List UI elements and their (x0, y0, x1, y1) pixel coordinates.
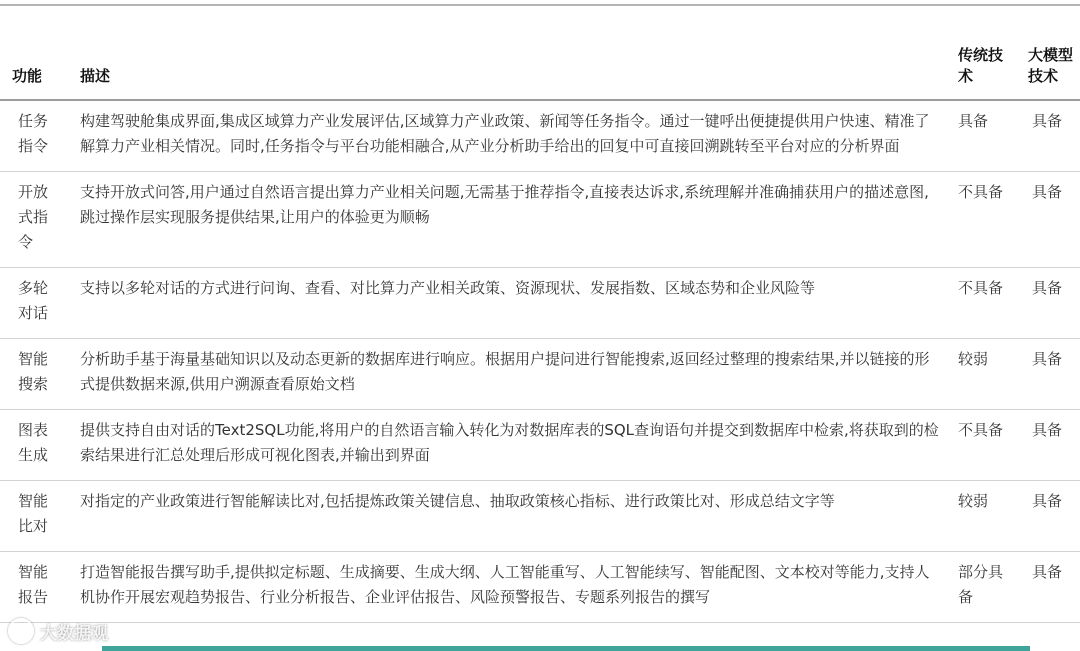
row-llm: 具备 (1014, 100, 1080, 172)
row-description: 支持以多轮对话的方式进行问询、查看、对比算力产业相关政策、资源现状、发展指数、区域态势和企业风险等 (68, 268, 952, 339)
watermark-text: 大数据观 (40, 623, 108, 644)
row-traditional: 较弱 (952, 481, 1014, 552)
row-traditional: 不具备 (952, 172, 1014, 268)
table-row (0, 552, 1080, 623)
row-description: 打造智能报告撰写助手,提供拟定标题、生成摘要、生成大纲、人工智能重写、人工智能续写、智能配图、文本校对等能力,支持人机协作开展宏观趋势报告、行业分析报告、企业评估报告、风险预警报告、专题系列报告的撰写 (68, 552, 952, 623)
row-feature: 智能比对 (0, 481, 68, 552)
row-description: 分析助手基于海量基础知识以及动态更新的数据库进行响应。根据用户提问进行智能搜索,返回经过整理的搜索结果,并以链接的形式提供数据来源,供用户溯源查看原始文档 (68, 339, 952, 410)
table-row (0, 339, 1080, 410)
row-llm: 具备 (1014, 268, 1080, 339)
feature-comparison-table (0, 6, 1080, 623)
row-feature: 多轮对话 (0, 268, 68, 339)
row-llm: 具备 (1014, 552, 1080, 623)
table-row (0, 481, 1080, 552)
row-llm: 具备 (1014, 410, 1080, 481)
row-description: 构建驾驶舱集成界面,集成区域算力产业发展评估,区域算力产业政策、新闻等任务指令。通过一键呼出便捷提供用户快速、精准了解算力产业相关情况。同时,任务指令与平台功能相融合,从产业分析助手给出的回复中可直接回溯跳转至平台对应的分析界面 (68, 100, 952, 172)
row-traditional: 较弱 (952, 339, 1014, 410)
row-llm: 具备 (1014, 481, 1080, 552)
row-traditional: 不具备 (952, 410, 1014, 481)
row-traditional: 部分具备 (952, 552, 1014, 623)
row-feature: 开放式指令 (0, 172, 68, 268)
row-feature: 图表生成 (0, 410, 68, 481)
watermark (8, 616, 108, 646)
table-row (0, 410, 1080, 481)
row-traditional: 不具备 (952, 268, 1014, 339)
table-row (0, 172, 1080, 268)
table-header-row (0, 6, 1080, 100)
header-feature: 功能 (0, 6, 68, 100)
header-llm: 大模型技术 (1014, 6, 1080, 100)
row-llm: 具备 (1014, 339, 1080, 410)
row-feature: 智能报告 (0, 552, 68, 623)
bottom-accent-bar (102, 646, 1030, 651)
header-traditional: 传统技术 (952, 6, 1014, 100)
table-row (0, 268, 1080, 339)
table-row (0, 100, 1080, 172)
row-description: 支持开放式问答,用户通过自然语言提出算力产业相关问题,无需基于推荐指令,直接表达诉求,系统理解并准确捕获用户的描述意图,跳过操作层实现服务提供结果,让用户的体验更为顺畅 (68, 172, 952, 268)
row-traditional: 具备 (952, 100, 1014, 172)
header-description: 描述 (68, 6, 952, 100)
row-description: 对指定的产业政策进行智能解读比对,包括提炼政策关键信息、抽取政策核心指标、进行政策比对、形成总结文字等 (68, 481, 952, 552)
row-feature: 任务指令 (0, 100, 68, 172)
row-feature: 智能搜索 (0, 339, 68, 410)
watermark-logo-icon (8, 618, 34, 644)
row-llm: 具备 (1014, 172, 1080, 268)
row-description: 提供支持自由对话的Text2SQL功能,将用户的自然语言输入转化为对数据库表的SQL查询语句并提交到数据库中检索,将获取到的检索结果进行汇总处理后形成可视化图表,并输出到界面 (68, 410, 952, 481)
